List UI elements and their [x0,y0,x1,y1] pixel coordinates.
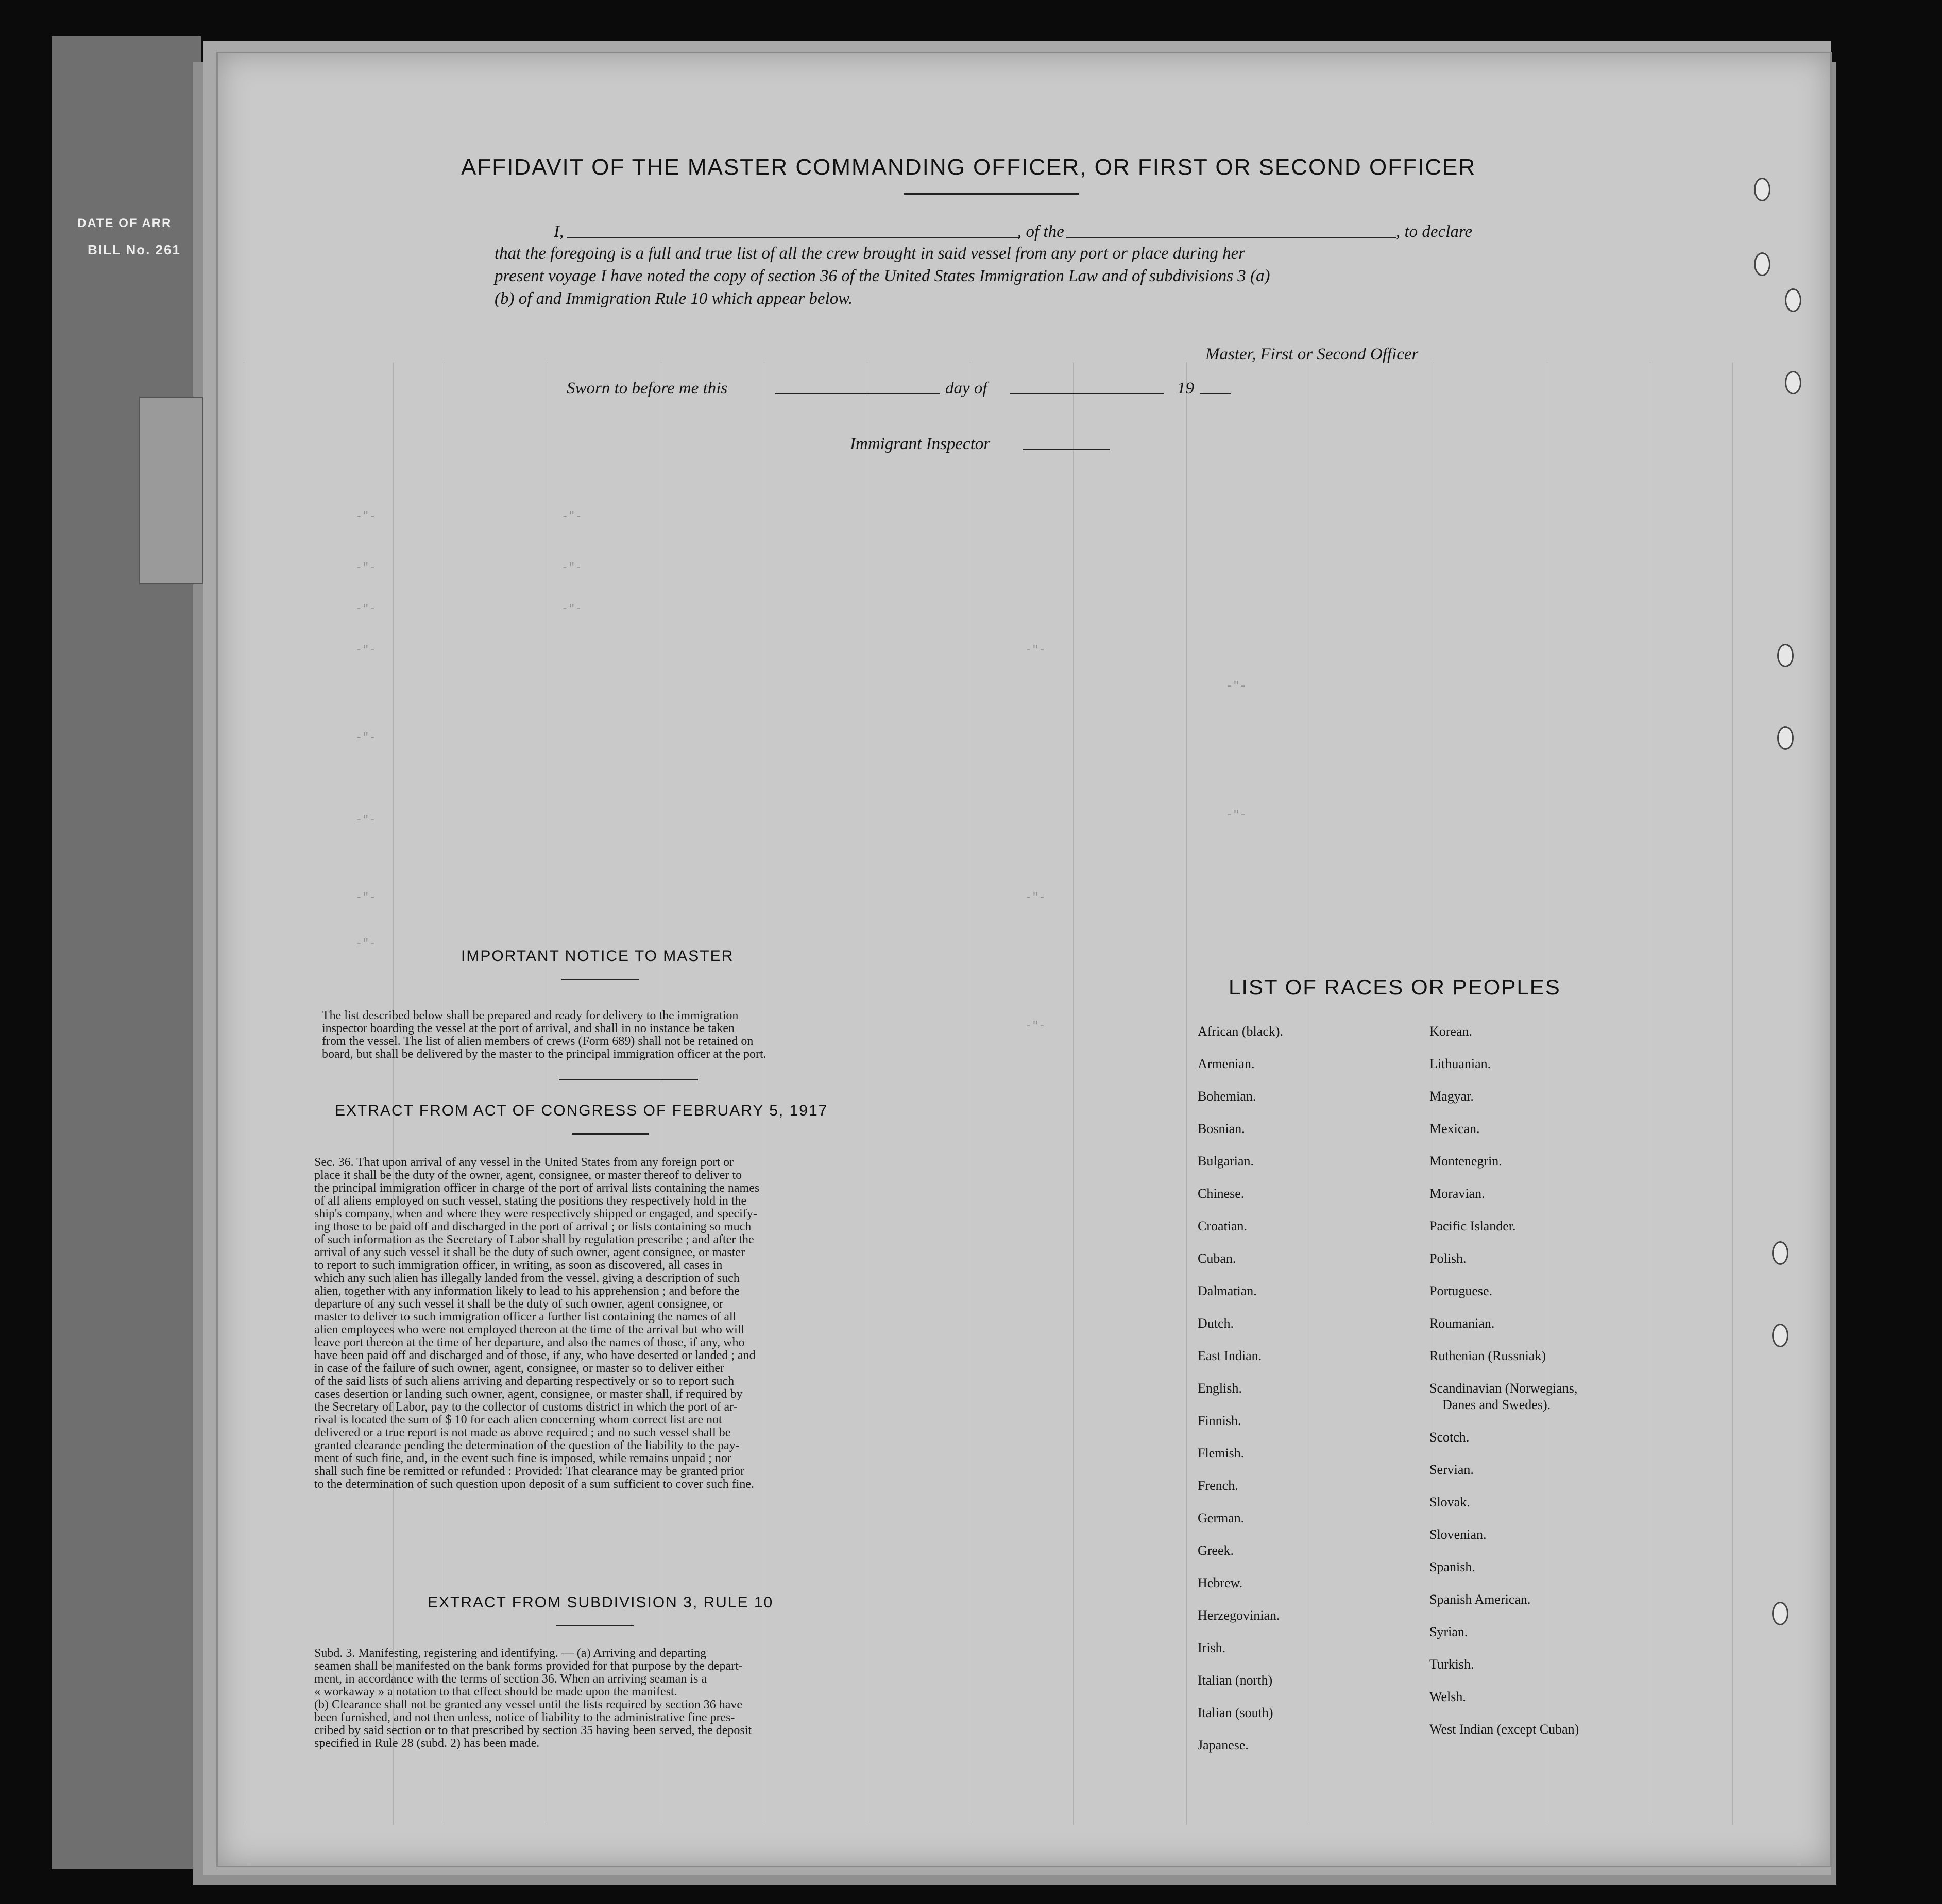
race-item: Armenian. [1198,1056,1255,1071]
name-field-line[interactable] [567,237,1020,238]
notice-line: inspector boarding the vessel at the port of arrival, and shall in no instance be taken [322,1022,735,1035]
race-item: Finnish. [1198,1413,1241,1428]
race-item: Chinese. [1198,1186,1245,1201]
act-extract-line: arrival of any such vessel it shall be the duty of such owner, agent consignee, or master [314,1246,745,1259]
affidavit-body-line-3: (b) of and Immigration Rule 10 which appear below. [495,289,853,308]
margin-tab [139,397,203,584]
races-title: LIST OF RACES OR PEOPLES [1229,975,1561,999]
notice-title: IMPORTANT NOTICE TO MASTER [461,948,734,965]
race-item: Lithuanian. [1429,1056,1491,1071]
notice-end-rule [559,1079,698,1080]
affidavit-declare-label: , to declare [1396,222,1473,241]
race-item: Scotch. [1429,1430,1470,1445]
race-item: Danes and Swedes). [1442,1397,1551,1412]
rule-extract-title: EXTRACT FROM SUBDIVISION 3, RULE 10 [428,1594,774,1611]
affidavit-title: AFFIDAVIT OF THE MASTER COMMANDING OFFICER, OR FIRST OR SECOND OFFICER [461,155,1476,180]
race-item: Turkish. [1429,1657,1474,1672]
affidavit-body-line-2: present voyage I have noted the copy of section 36 of the United States Immigration Law and of subdivisions 3 (a) [495,267,1270,285]
binder-hole [1785,288,1801,312]
act-extract-line: to the determination of such question upon deposit of a sum sufficient to cover such fine. [314,1478,755,1491]
race-item: Roumanian. [1429,1316,1495,1331]
act-extract-line: the Secretary of Labor, pay to the collector of customs district in which the port of ar- [314,1400,738,1414]
race-item: Italian (north) [1198,1673,1273,1688]
rule-extract-line: been furnished, and not then unless, notice of liability to the administrative fine pres- [314,1711,735,1724]
race-item: Welsh. [1429,1689,1466,1704]
act-extract-body [314,1156,919,1491]
binder-hole [1754,252,1770,276]
rule-extract-line: (b) Clearance shall not be granted any vessel until the lists required by section 36 have [314,1698,743,1711]
race-item: Hebrew. [1198,1575,1243,1590]
act-extract-line: leave port thereon at the time of her departure, and also the names of those, if any, who [314,1336,745,1349]
race-item: Irish. [1198,1640,1226,1655]
immigrant-inspector-label: Immigrant Inspector [850,435,991,453]
rule-extract-line: ment, in accordance with the terms of section 36. When an arriving seaman is a [314,1672,707,1686]
act-extract-line: ing those to be paid off and discharged in the port of arrival ; or lists containing so much [314,1220,752,1233]
rule-extract-line: Subd. 3. Manifesting, registering and identifying. — (a) Arriving and departing [314,1646,707,1660]
act-extract-line: of all aliens employed on such vessel, stating the positions they respectively hold in the [314,1194,747,1208]
race-item: Herzegovinian. [1198,1608,1280,1623]
act-extract-line: of such information as the Secretary of Labor shall by regulation prescribe ; and after the [314,1233,754,1246]
race-item: Pacific Islander. [1429,1219,1516,1233]
act-extract-title: EXTRACT FROM ACT OF CONGRESS OF FEBRUARY 5, 1917 [335,1102,828,1119]
act-extract-line: have been paid off and discharged and of those, if any, who have deserted or landed ; and [314,1349,756,1362]
binder-hole [1754,178,1770,201]
race-item: Servian. [1429,1462,1474,1477]
act-extract-line: alien employees who were not employed thereon at the time of the arrival but who will [314,1323,745,1336]
race-item: Bohemian. [1198,1089,1256,1104]
race-item: Cuban. [1198,1251,1236,1266]
act-extract-line: ment of such fine, and, in the event such fine is imposed, while remains unpaid ; nor [314,1452,731,1465]
race-item: Magyar. [1429,1089,1474,1104]
act-extract-line: shall such fine be remitted or refunded : Provided: That clearance may be granted prior [314,1465,745,1478]
margin-bill-label: BILL No. 261 [88,242,181,258]
race-item: Polish. [1429,1251,1467,1266]
binder-hole [1772,1602,1788,1625]
act-extract-line: granted clearance pending the determination of the question of the liability to the pay- [314,1439,740,1452]
race-item: German. [1198,1511,1245,1525]
year-field-line[interactable] [1200,393,1231,394]
act-extract-line: alien, together with any information likely to lead to his apprehension ; and before the [314,1284,740,1298]
sworn-label: Sworn to before me this [567,379,728,398]
vessel-field-line[interactable] [1066,237,1396,238]
inspector-signature-line[interactable] [1023,449,1110,450]
notice-line: board, but shall be delivered by the master to the principal immigration officer at the port. [322,1048,766,1061]
race-item: Portuguese. [1429,1283,1493,1298]
race-item: Spanish. [1429,1559,1475,1574]
race-item: Bosnian. [1198,1121,1245,1136]
race-item: Croatian. [1198,1219,1248,1233]
race-item: Scandinavian (Norwegians, [1429,1381,1578,1396]
act-extract-line: in case of the failure of such owner, agent, consignee, or master so to deliver either [314,1362,725,1375]
binder-hole [1777,726,1794,750]
binder-hole [1772,1241,1788,1265]
master-signature-label: Master, First or Second Officer [1205,345,1419,364]
race-item: Flemish. [1198,1446,1245,1461]
race-item: Dutch. [1198,1316,1234,1331]
month-field-line[interactable] [1010,393,1164,394]
binder-hole [1772,1324,1788,1347]
race-item: Slovak. [1429,1495,1470,1510]
affidavit-of-label: , of the [1017,222,1064,241]
rule-extract-line: seamen shall be manifested on the bank forms provided for that purpose by the depart- [314,1659,743,1673]
day-of-label: day of [945,379,987,398]
race-item: English. [1198,1381,1242,1396]
race-item: Spanish American. [1429,1592,1531,1607]
act-extract-line: which any such alien has illegally landed from the vessel, giving a description of such [314,1272,740,1285]
race-item: Dalmatian. [1198,1283,1257,1298]
rule-extract-rule [556,1625,634,1626]
binder-hole [1777,644,1794,667]
rule-extract-line: cribed by said section or to that prescribed by section 35 having been served, the deposit [314,1724,752,1737]
race-item: Mexican. [1429,1121,1480,1136]
race-item: East Indian. [1198,1348,1262,1363]
act-extract-line: departure of any such vessel it shall be the duty of such owner, agent consignee, or [314,1297,724,1311]
margin-date-label: DATE OF ARR [77,216,172,230]
race-item: French. [1198,1478,1238,1493]
race-item: Montenegrin. [1429,1154,1502,1169]
race-item: Greek. [1198,1543,1234,1558]
act-extract-line: place it shall be the duty of the owner, agent, consignee, or master thereof to deliver to [314,1169,742,1182]
act-extract-line: Sec. 36. That upon arrival of any vessel in the United States from any foreign port or [314,1156,734,1169]
act-extract-line: to report to such immigration officer, in writing, as soon as discovered, all cases in [314,1259,723,1272]
notice-line: The list described below shall be prepared and ready for delivery to the immigration [322,1009,739,1022]
year-label: 19 [1177,379,1194,398]
race-item: African (black). [1198,1024,1284,1039]
notice-line: from the vessel. The list of alien members of crews (Form 689) shall not be retained on [322,1035,754,1048]
rule-extract-body [314,1647,919,1750]
affidavit-i-label: I, [554,222,564,241]
race-item: Moravian. [1429,1186,1485,1201]
affidavit-body-line-1: that the foregoing is a full and true list of all the crew brought in said vessel from any port or place during her [495,244,1246,263]
act-extract-line: ship's company, when and where they were respectively shipped or engaged, and specify- [314,1207,757,1221]
sworn-date-line[interactable] [775,393,940,394]
race-item: Slovenian. [1429,1527,1487,1542]
race-item: Bulgarian. [1198,1154,1254,1169]
race-item: Ruthenian (Russniak) [1429,1348,1546,1363]
race-item: Syrian. [1429,1624,1468,1639]
act-extract-line: delivered or a true report is not made as above required ; and no such vessel shall be [314,1426,731,1439]
act-extract-line: of the said lists of such aliens arriving and departing respectively or so to report such [314,1375,735,1388]
binder-hole [1785,371,1801,394]
title-rule [904,193,1079,195]
notice-body [322,1009,919,1061]
act-extract-line: cases desertion or landing such owner, agent, consignee, or master shall, if required by [314,1387,743,1401]
race-item: Korean. [1429,1024,1473,1039]
underlying-page-edge [52,36,201,1869]
act-extract-line: master to deliver to such immigration officer a further list containing the names of all [314,1310,737,1324]
act-extract-rule [572,1133,649,1135]
race-item: Japanese. [1198,1738,1249,1753]
act-extract-line: the principal immigration officer in charge of the port of arrival lists containing the names [314,1181,760,1195]
act-extract-line: rival is located the sum of $ 10 for each alien concerning whom correct list are not [314,1413,722,1427]
notice-rule [561,979,639,980]
rule-extract-line: « workaway » a notation to that effect should be made upon the manifest. [314,1685,677,1699]
rule-extract-line: specified in Rule 28 (subd. 2) has been made. [314,1737,540,1750]
race-item: Italian (south) [1198,1705,1273,1720]
race-item: West Indian (except Cuban) [1429,1722,1579,1737]
